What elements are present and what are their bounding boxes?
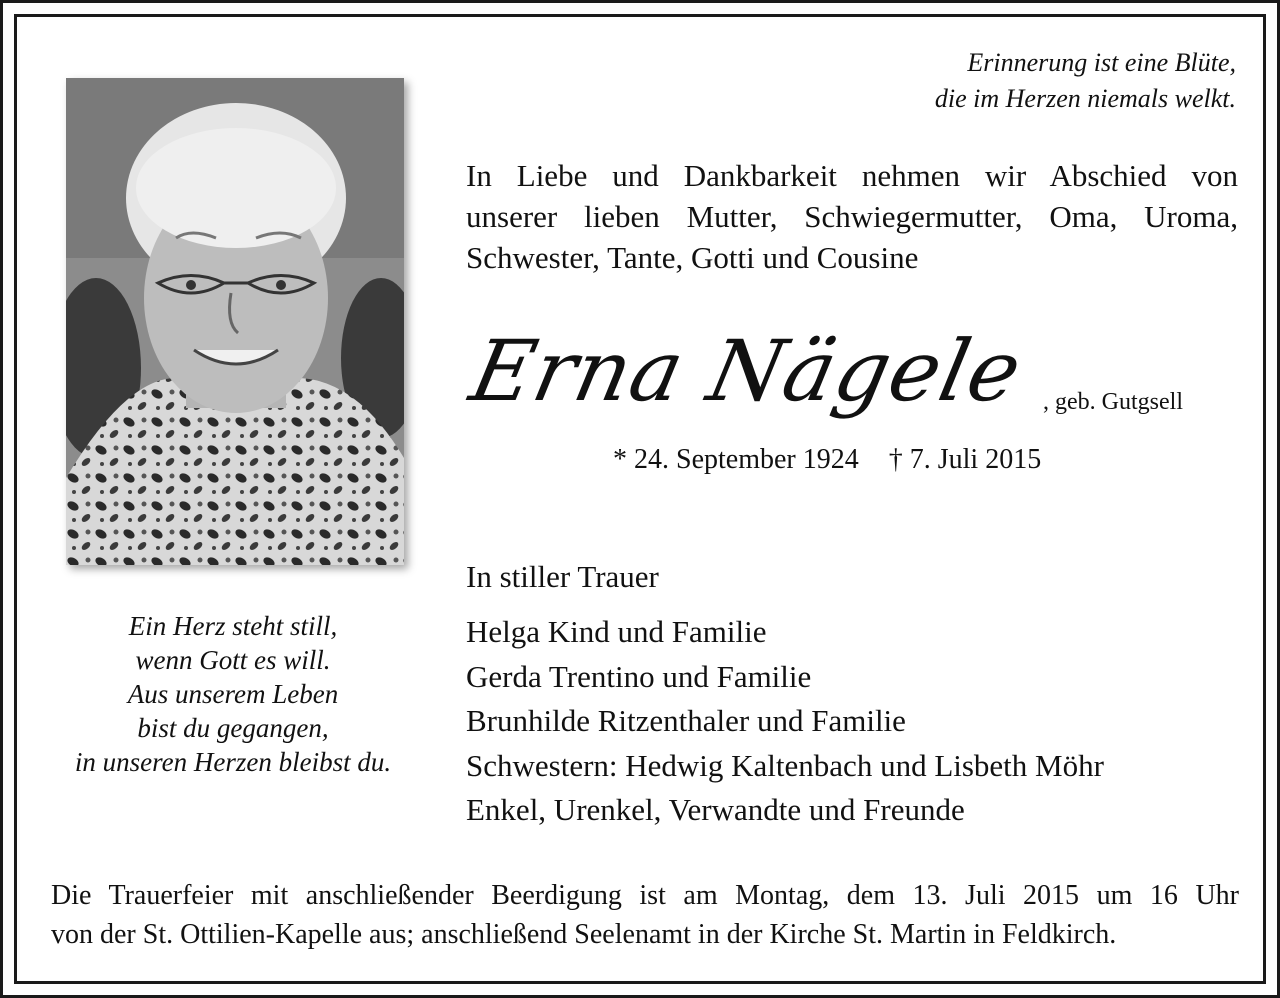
motto-line-2: die im Herzen niemals welkt. bbox=[934, 84, 1236, 113]
life-dates bbox=[613, 444, 1041, 476]
service-info bbox=[51, 876, 1239, 954]
portrait-photo bbox=[66, 78, 404, 565]
intro-line-2: unserer lieben Mutter, Schwiegermutter, Oma, Uroma, bbox=[466, 199, 1238, 234]
poem-line: bist du gegangen, bbox=[137, 713, 329, 743]
birth-date: * 24. September 1924 bbox=[613, 444, 859, 475]
poem-line: Ein Herz steht still, bbox=[128, 611, 338, 641]
poem bbox=[33, 609, 433, 779]
mourner-item: Brunhilde Ritzenthaler und Familie bbox=[466, 703, 906, 738]
service-line-2: von der St. Ottilien-Kapelle aus; anschließend Seelenamt in der Kirche St. Martin in Feldkirch. bbox=[51, 919, 1117, 950]
intro-line-1: In Liebe und Dankbarkeit nehmen wir Abschied von bbox=[466, 158, 1238, 193]
intro-line-3: Schwester, Tante, Gotti und Cousine bbox=[466, 240, 919, 275]
mourning-heading: In stiller Trauer bbox=[466, 559, 659, 594]
poem-line: in unseren Herzen bleibst du. bbox=[74, 747, 392, 777]
deceased-name: Erna Nägele bbox=[462, 322, 1031, 420]
poem-line: Aus unserem Leben bbox=[127, 679, 339, 709]
mourner-item: Enkel, Urenkel, Verwandte und Freunde bbox=[466, 792, 965, 827]
service-line-1: Die Trauerfeier mit anschließender Beerdigung ist am Montag, dem 13. Juli 2015 um 16 Uhr bbox=[51, 880, 1239, 911]
mourner-item: Gerda Trentino und Familie bbox=[466, 658, 812, 694]
intro-text bbox=[466, 155, 1238, 278]
mourner-item: Helga Kind und Familie bbox=[466, 614, 767, 649]
mourners-list bbox=[466, 610, 1104, 833]
maiden-name: , geb. Gutgsell bbox=[1043, 389, 1183, 415]
mourner-item: Schwestern: Hedwig Kaltenbach und Lisbeth Möhr bbox=[466, 747, 1104, 783]
portrait-image bbox=[66, 78, 404, 565]
death-date: † 7. Juli 2015 bbox=[888, 444, 1042, 475]
poem-line: wenn Gott es will. bbox=[135, 645, 331, 675]
motto-line-1: Erinnerung ist eine Blüte, bbox=[967, 48, 1236, 77]
motto-quote bbox=[935, 45, 1236, 117]
